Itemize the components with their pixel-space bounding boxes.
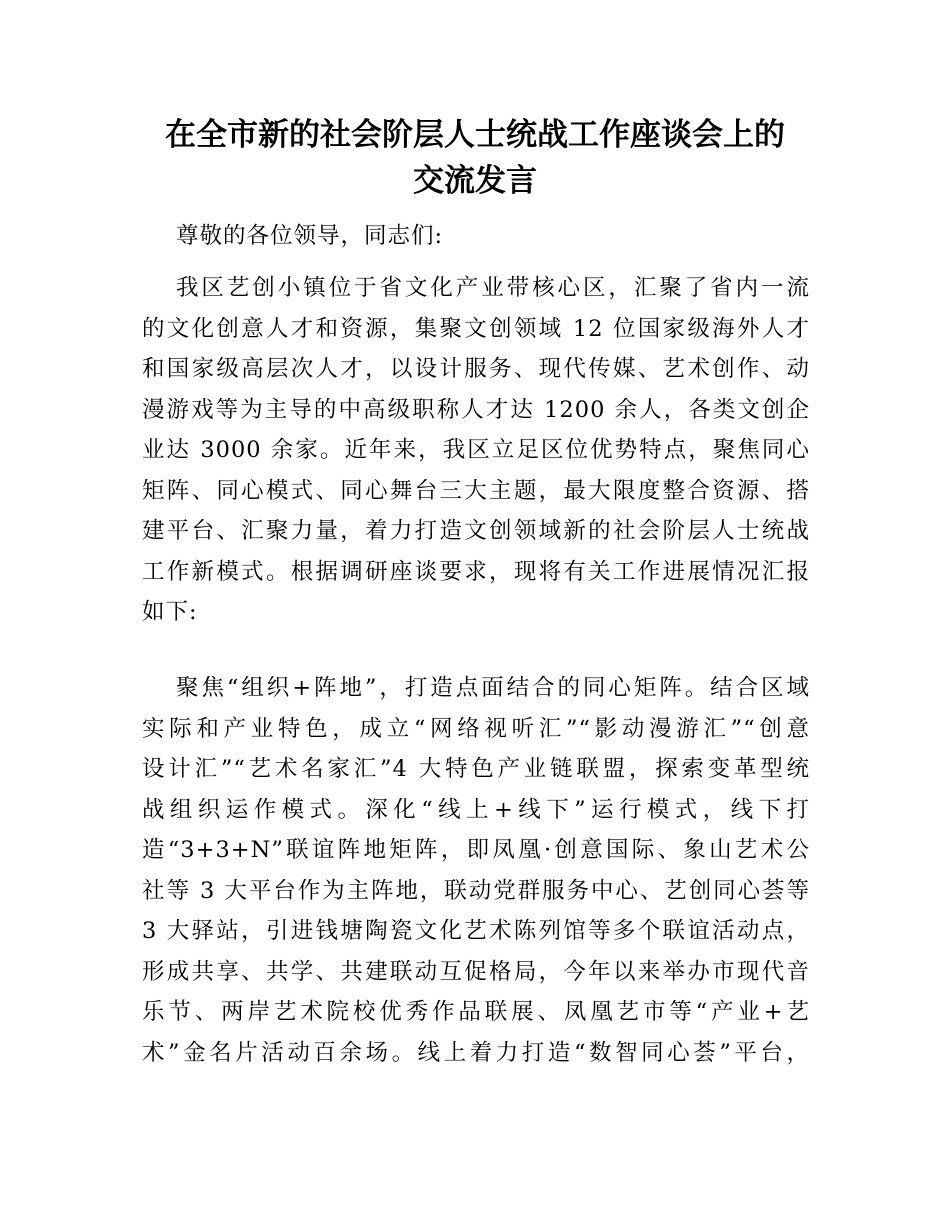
- paragraph-line: 乐节、两岸艺术院校优秀作品联展、凤凰艺市等“产业+艺: [142, 999, 810, 1025]
- paragraph-line: 造“3+3+N”联谊阵地矩阵，即凤凰·创意国际、象山艺术公: [142, 837, 810, 863]
- paragraph-line: 3 大驿站，引进钱塘陶瓷文化艺术陈列馆等多个联谊活动点，: [142, 918, 810, 944]
- paragraph-line: 和国家级高层次人才，以设计服务、现代传媒、艺术创作、动: [142, 356, 810, 382]
- paragraph-line: 实际和产业特色，成立“网络视听汇”“影动漫游汇”“创意: [142, 715, 810, 742]
- paragraph-line: 战组织运作模式。深化“线上+线下”运行模式，线下打: [142, 796, 810, 823]
- paragraph-line: 工作新模式。根据调研座谈要求，现将有关工作进展情况汇报: [142, 558, 810, 585]
- paragraph-line: 如下:: [142, 599, 198, 625]
- paragraph-line: 设计汇”“艺术名家汇”4 大特色产业链联盟，探索变革型统: [142, 756, 810, 782]
- paragraph-line: 的文化创意人才和资源，集聚文创领域 12 位国家级海外人才: [142, 315, 810, 342]
- paragraph-line: 矩阵、同心模式、同心舞台三大主题，最大限度整合资源、搭: [142, 477, 810, 504]
- document-title-line-2: 交流发言: [413, 163, 537, 199]
- paragraph-line: 术”金名片活动百余场。线上着力打造“数智同心荟”平台，: [142, 1039, 810, 1066]
- paragraph-line: 形成共享、共学、共建联动互促格局，今年以来举办市现代音: [142, 958, 810, 985]
- paragraph-line: 社等 3 大平台作为主阵地，联动党群服务中心、艺创同心荟等: [142, 877, 810, 904]
- paragraph-line: 漫游戏等为主导的中高级职称人才达 1200 余人，各类文创企: [142, 396, 810, 423]
- paragraph-line: 我区艺创小镇位于省文化产业带核心区，汇聚了省内一流: [176, 275, 810, 301]
- paragraph-line: 聚焦“组织+阵地”，打造点面结合的同心矩阵。结合区域: [176, 675, 810, 701]
- salutation-text: 尊敬的各位领导，同志们:: [176, 223, 444, 249]
- paragraph-line: 业达 3000 余家。近年来，我区立足区位优势特点，聚焦同心: [142, 437, 810, 463]
- paragraph-line: 建平台、汇聚力量，着力打造文创领域新的社会阶层人士统战: [142, 518, 810, 544]
- document-title-line-1: 在全市新的社会阶层人士统战工作座谈会上的: [165, 117, 785, 153]
